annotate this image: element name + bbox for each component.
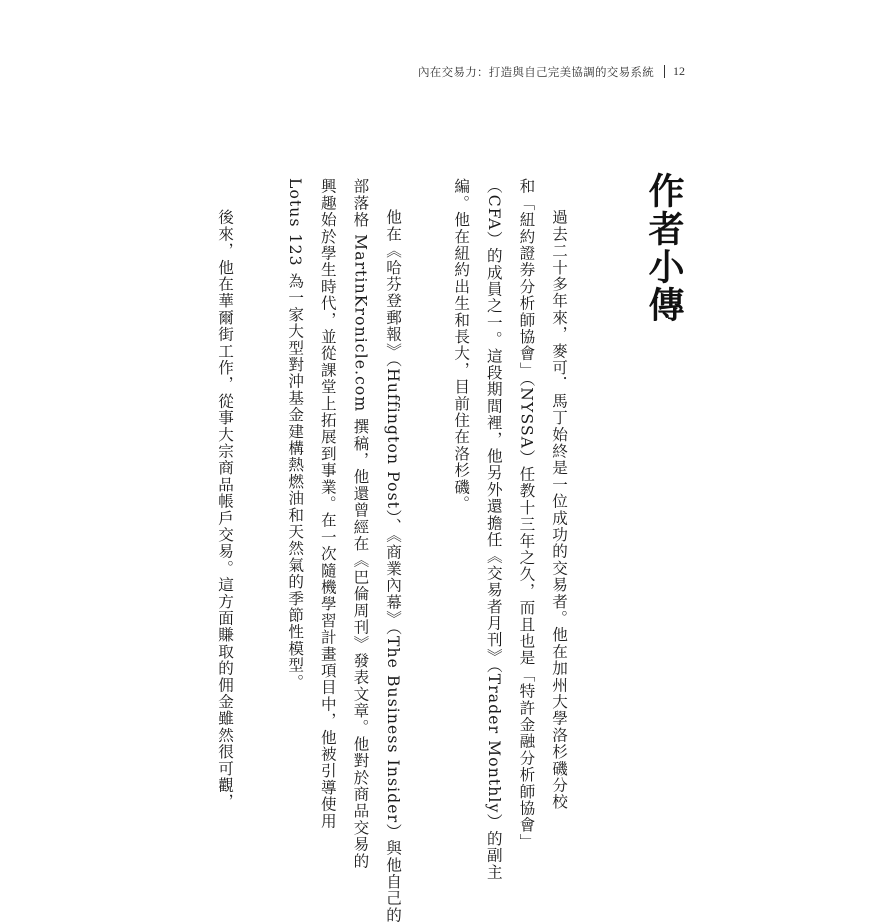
text-line: 後來，他在華爾街工作，從事大宗商品帳戶交易。這方面賺取的佣金雖然很可觀， [216,209,234,811]
text-line: 他在《哈芬登郵報》（Huffington Post）、《商業內幕》（The Business Insider）與他自己的 [384,209,402,923]
text-line: 和「紐約證券分析師協會」（NYSSA）任教十三年之久，而且也是「特許金融分析師協會」 [517,178,536,850]
text-line: 編。他在紐約出生和長大，目前住在洛杉磯。 [452,178,471,512]
paragraph-1 [445,178,575,881]
header-divider [664,65,665,78]
text-line: Lotus 123 為一家大型對沖基金建構熱燃油和天然氣的季節性模型。 [286,178,305,691]
text-line: 興趣始於學生時代，並從課堂上拓展到事業。在一次隨機學習計畫項目中，他被引導使用 [318,178,337,830]
paragraph-2 [279,178,409,923]
text-line: 部落格 MartinKronicle.com 撰稿，他還曾經在《巴倫周刊》發表文章。他對於商品交易的 [351,178,370,870]
page-number: 12 [673,64,685,78]
section-title: 作者小傳 [643,172,684,324]
book-title: 內在交易力：打造與自己完美協調的交易系統 [418,65,654,79]
text-line: （CFA）的成員之一。這段期間裡，他另外還擔任《交易者月刊》（Trader Monthly）的副主 [484,178,503,881]
paragraph-3 [208,178,241,811]
text-line: 過去二十多年來，麥可．馬丁始終是一位成功的交易者。他在加州大學洛杉磯分校 [550,209,568,811]
running-header [418,64,675,80]
